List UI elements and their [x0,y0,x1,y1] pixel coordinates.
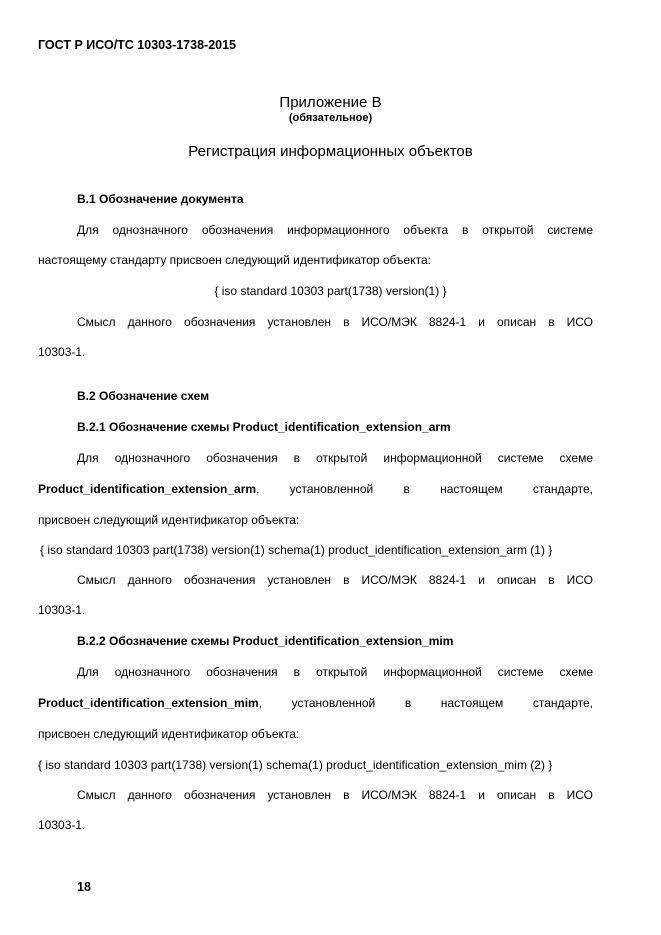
appendix-subtitle: (обязательное) [288,112,373,124]
b21-paragraph1-line2 [38,482,593,496]
page-number: 18 [77,880,91,894]
b22-paragraph1-line2 [38,696,593,710]
b22-paragraph1-line3: присвоен следующий идентификатор объекта: [38,727,300,741]
b22-identifier: { iso standard 10303 part(1738) version(1) schema(1) product_identification_extension_mim (2) } [38,758,553,772]
b1-paragraph2-line1: Смысл данного обозначения установлен в ИСО/МЭК 8824-1 и описан в ИСО [77,315,593,329]
b22-paragraph2-line1: Смысл данного обозначения установлен в ИСО/МЭК 8824-1 и описан в ИСО [77,788,593,802]
b21-paragraph1-line3: присвоен следующий идентификатор объекта: [38,513,300,527]
b22-paragraph1-line1: Для однозначного обозначения в открытой информационной системе схеме [77,665,593,679]
b1-paragraph1-line1: Для однозначного обозначения информационного объекта в открытой системе [77,223,593,237]
b22-paragraph2-line2: 10303-1. [38,818,86,832]
appendix-heading: Регистрация информационных объектов [188,143,473,160]
b21-paragraph1-line1: Для однозначного обозначения в открытой информационной системе схеме [77,451,593,465]
b21-paragraph2-line2: 10303-1. [38,603,86,617]
b21-identifier: { iso standard 10303 part(1738) version(1) schema(1) product_identification_extension_arm (1) } [40,543,553,557]
b21-paragraph2-line1: Смысл данного обозначения установлен в ИСО/МЭК 8824-1 и описан в ИСО [77,573,593,587]
section-b2-heading: В.2 Обозначение схем [77,389,210,403]
section-b21-heading: В.2.1 Обозначение схемы Product_identification_extension_arm [77,420,451,434]
document-code: ГОСТ Р ИСО/ТС 10303-1738-2015 [38,38,237,52]
section-b22-heading: В.2.2 Обозначение схемы Product_identification_extension_mim [77,634,454,648]
b21-paragraph1-line2-rest: , установленной в настоящем стандарте, [256,482,593,496]
appendix-title: Приложение В [279,94,382,111]
b1-identifier: { iso standard 10303 part(1738) version(1) } [214,284,447,298]
b1-paragraph2-line2: 10303-1. [38,345,86,359]
section-b1-heading: В.1 Обозначение документа [77,192,244,206]
b22-paragraph1-line2-rest: , установленной в настоящем стандарте, [258,696,593,710]
b22-schema-name: Product_identification_extension_mim [38,696,259,710]
b1-paragraph1-line2: настоящему стандарту присвоен следующий идентификатор объекта: [38,253,431,267]
b21-schema-name: Product_identification_extension_arm [38,482,257,496]
